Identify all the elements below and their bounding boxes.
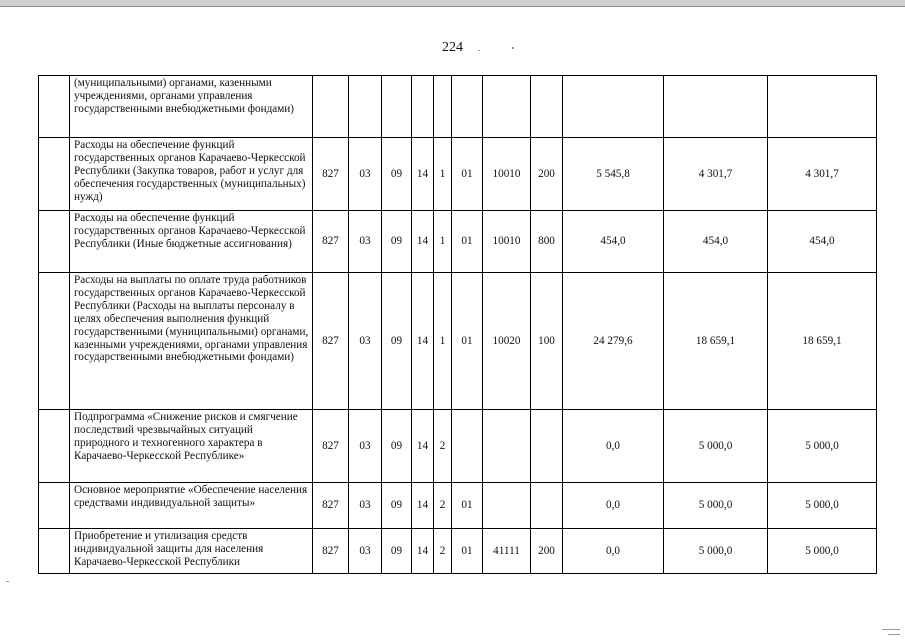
event-column-cell: 01	[452, 483, 483, 529]
row-number-cell	[39, 529, 70, 574]
subsection-column-cell	[382, 76, 412, 138]
program-column-cell: 14	[412, 529, 434, 574]
subsection-column-cell: 09	[382, 273, 412, 410]
expense-type-column-cell: 200	[531, 138, 563, 211]
code-column-cell: 827	[313, 483, 349, 529]
table-row	[39, 410, 877, 483]
expense-name-cell: Подпрограмма «Снижение рисков и смягчение последствий чрезвычайных ситуаций природного и техногенного характера в Карачаево-Черкесской Республике»	[70, 410, 313, 483]
table-row	[39, 211, 877, 273]
amount-column-3-cell: 5 000,0	[768, 483, 877, 529]
program-column-cell: 14	[412, 483, 434, 529]
expense-name-cell: Расходы на обеспечение функций государственных органов Карачаево-Черкесской Республики (Иные бюджетные ассигнования)	[70, 211, 313, 273]
scan-speck	[6, 581, 9, 582]
scan-speck	[512, 47, 514, 49]
section-column-cell: 03	[349, 483, 382, 529]
program-column-cell: 14	[412, 138, 434, 211]
row-number-cell	[39, 410, 70, 483]
subsection-column-cell: 09	[382, 138, 412, 211]
program-column-cell	[412, 76, 434, 138]
subsection-column-cell: 09	[382, 211, 412, 273]
section-column-cell: 03	[349, 273, 382, 410]
amount-column-2-cell: 5 000,0	[664, 483, 768, 529]
row-number-cell	[39, 211, 70, 273]
amount-column-1-cell	[563, 76, 664, 138]
row-number-cell	[39, 138, 70, 211]
amount-column-2-cell: 5 000,0	[664, 529, 768, 574]
row-number-cell	[39, 273, 70, 410]
expense-name-cell: Основное мероприятие «Обеспечение населения средствами индивидуальной защиты»	[70, 483, 313, 529]
direction-column-cell: 10020	[483, 273, 531, 410]
subprogram-column-cell: 1	[434, 273, 452, 410]
subsection-column-cell: 09	[382, 410, 412, 483]
expense-name-cell: Приобретение и утилизация средств индивидуальной защиты для населения Карачаево-Черкесской Республики	[70, 529, 313, 574]
amount-column-2-cell	[664, 76, 768, 138]
event-column-cell: 01	[452, 138, 483, 211]
table-row	[39, 483, 877, 529]
code-column-cell: 827	[313, 410, 349, 483]
event-column-cell: 01	[452, 273, 483, 410]
scan-top-edge	[0, 0, 905, 7]
table-body	[39, 76, 877, 574]
amount-column-2-cell: 5 000,0	[664, 410, 768, 483]
code-column-cell: 827	[313, 211, 349, 273]
budget-table	[38, 75, 877, 574]
subprogram-column-cell	[434, 76, 452, 138]
scan-edge-mark	[888, 634, 900, 635]
amount-column-3-cell: 5 000,0	[768, 410, 877, 483]
row-number-cell	[39, 76, 70, 138]
subprogram-column-cell: 1	[434, 211, 452, 273]
scan-speck	[478, 50, 480, 51]
table-row	[39, 273, 877, 410]
section-column-cell: 03	[349, 410, 382, 483]
amount-column-3-cell: 5 000,0	[768, 529, 877, 574]
code-column-cell	[313, 76, 349, 138]
expense-name-cell: Расходы на обеспечение функций государственных органов Карачаево-Черкесской Республики (Закупка товаров, работ и услуг для обеспечения государственных (муниципальных) нужд)	[70, 138, 313, 211]
expense-type-column-cell	[531, 410, 563, 483]
expense-type-column-cell	[531, 76, 563, 138]
table-row	[39, 529, 877, 574]
amount-column-1-cell: 454,0	[563, 211, 664, 273]
section-column-cell	[349, 76, 382, 138]
amount-column-3-cell: 18 659,1	[768, 273, 877, 410]
code-column-cell: 827	[313, 529, 349, 574]
direction-column-cell: 41111	[483, 529, 531, 574]
code-column-cell: 827	[313, 273, 349, 410]
scan-edge-mark	[882, 629, 900, 630]
subprogram-column-cell: 2	[434, 529, 452, 574]
table-row	[39, 138, 877, 211]
section-column-cell: 03	[349, 211, 382, 273]
event-column-cell: 01	[452, 529, 483, 574]
direction-column-cell	[483, 410, 531, 483]
table-row	[39, 76, 877, 138]
amount-column-3-cell: 4 301,7	[768, 138, 877, 211]
expense-type-column-cell: 100	[531, 273, 563, 410]
direction-column-cell: 10010	[483, 211, 531, 273]
amount-column-3-cell	[768, 76, 877, 138]
direction-column-cell: 10010	[483, 138, 531, 211]
program-column-cell: 14	[412, 273, 434, 410]
amount-column-3-cell: 454,0	[768, 211, 877, 273]
subprogram-column-cell: 1	[434, 138, 452, 211]
event-column-cell	[452, 410, 483, 483]
amount-column-1-cell: 0,0	[563, 483, 664, 529]
expense-name-cell: Расходы на выплаты по оплате труда работников государственных органов Карачаево-Черкесской Республики (Расходы на выплаты персоналу в целях обеспечения выполнения функций государственными (муниципальными) органами, казенными учреждениями, органами управления государственными внебюджетными фондами)	[70, 273, 313, 410]
program-column-cell: 14	[412, 410, 434, 483]
direction-column-cell	[483, 483, 531, 529]
expense-name-cell: (муниципальными) органами, казенными учреждениями, органами управления государственными внебюджетными фондами)	[70, 76, 313, 138]
code-column-cell: 827	[313, 138, 349, 211]
subprogram-column-cell: 2	[434, 483, 452, 529]
expense-type-column-cell	[531, 483, 563, 529]
amount-column-2-cell: 4 301,7	[664, 138, 768, 211]
amount-column-1-cell: 24 279,6	[563, 273, 664, 410]
row-number-cell	[39, 483, 70, 529]
expense-type-column-cell: 200	[531, 529, 563, 574]
amount-column-1-cell: 0,0	[563, 529, 664, 574]
amount-column-1-cell: 5 545,8	[563, 138, 664, 211]
program-column-cell: 14	[412, 211, 434, 273]
subprogram-column-cell: 2	[434, 410, 452, 483]
amount-column-1-cell: 0,0	[563, 410, 664, 483]
event-column-cell: 01	[452, 211, 483, 273]
subsection-column-cell: 09	[382, 529, 412, 574]
subsection-column-cell: 09	[382, 483, 412, 529]
direction-column-cell	[483, 76, 531, 138]
event-column-cell	[452, 76, 483, 138]
expense-type-column-cell: 800	[531, 211, 563, 273]
page-number: 224	[442, 40, 463, 55]
section-column-cell: 03	[349, 529, 382, 574]
amount-column-2-cell: 18 659,1	[664, 273, 768, 410]
section-column-cell: 03	[349, 138, 382, 211]
amount-column-2-cell: 454,0	[664, 211, 768, 273]
